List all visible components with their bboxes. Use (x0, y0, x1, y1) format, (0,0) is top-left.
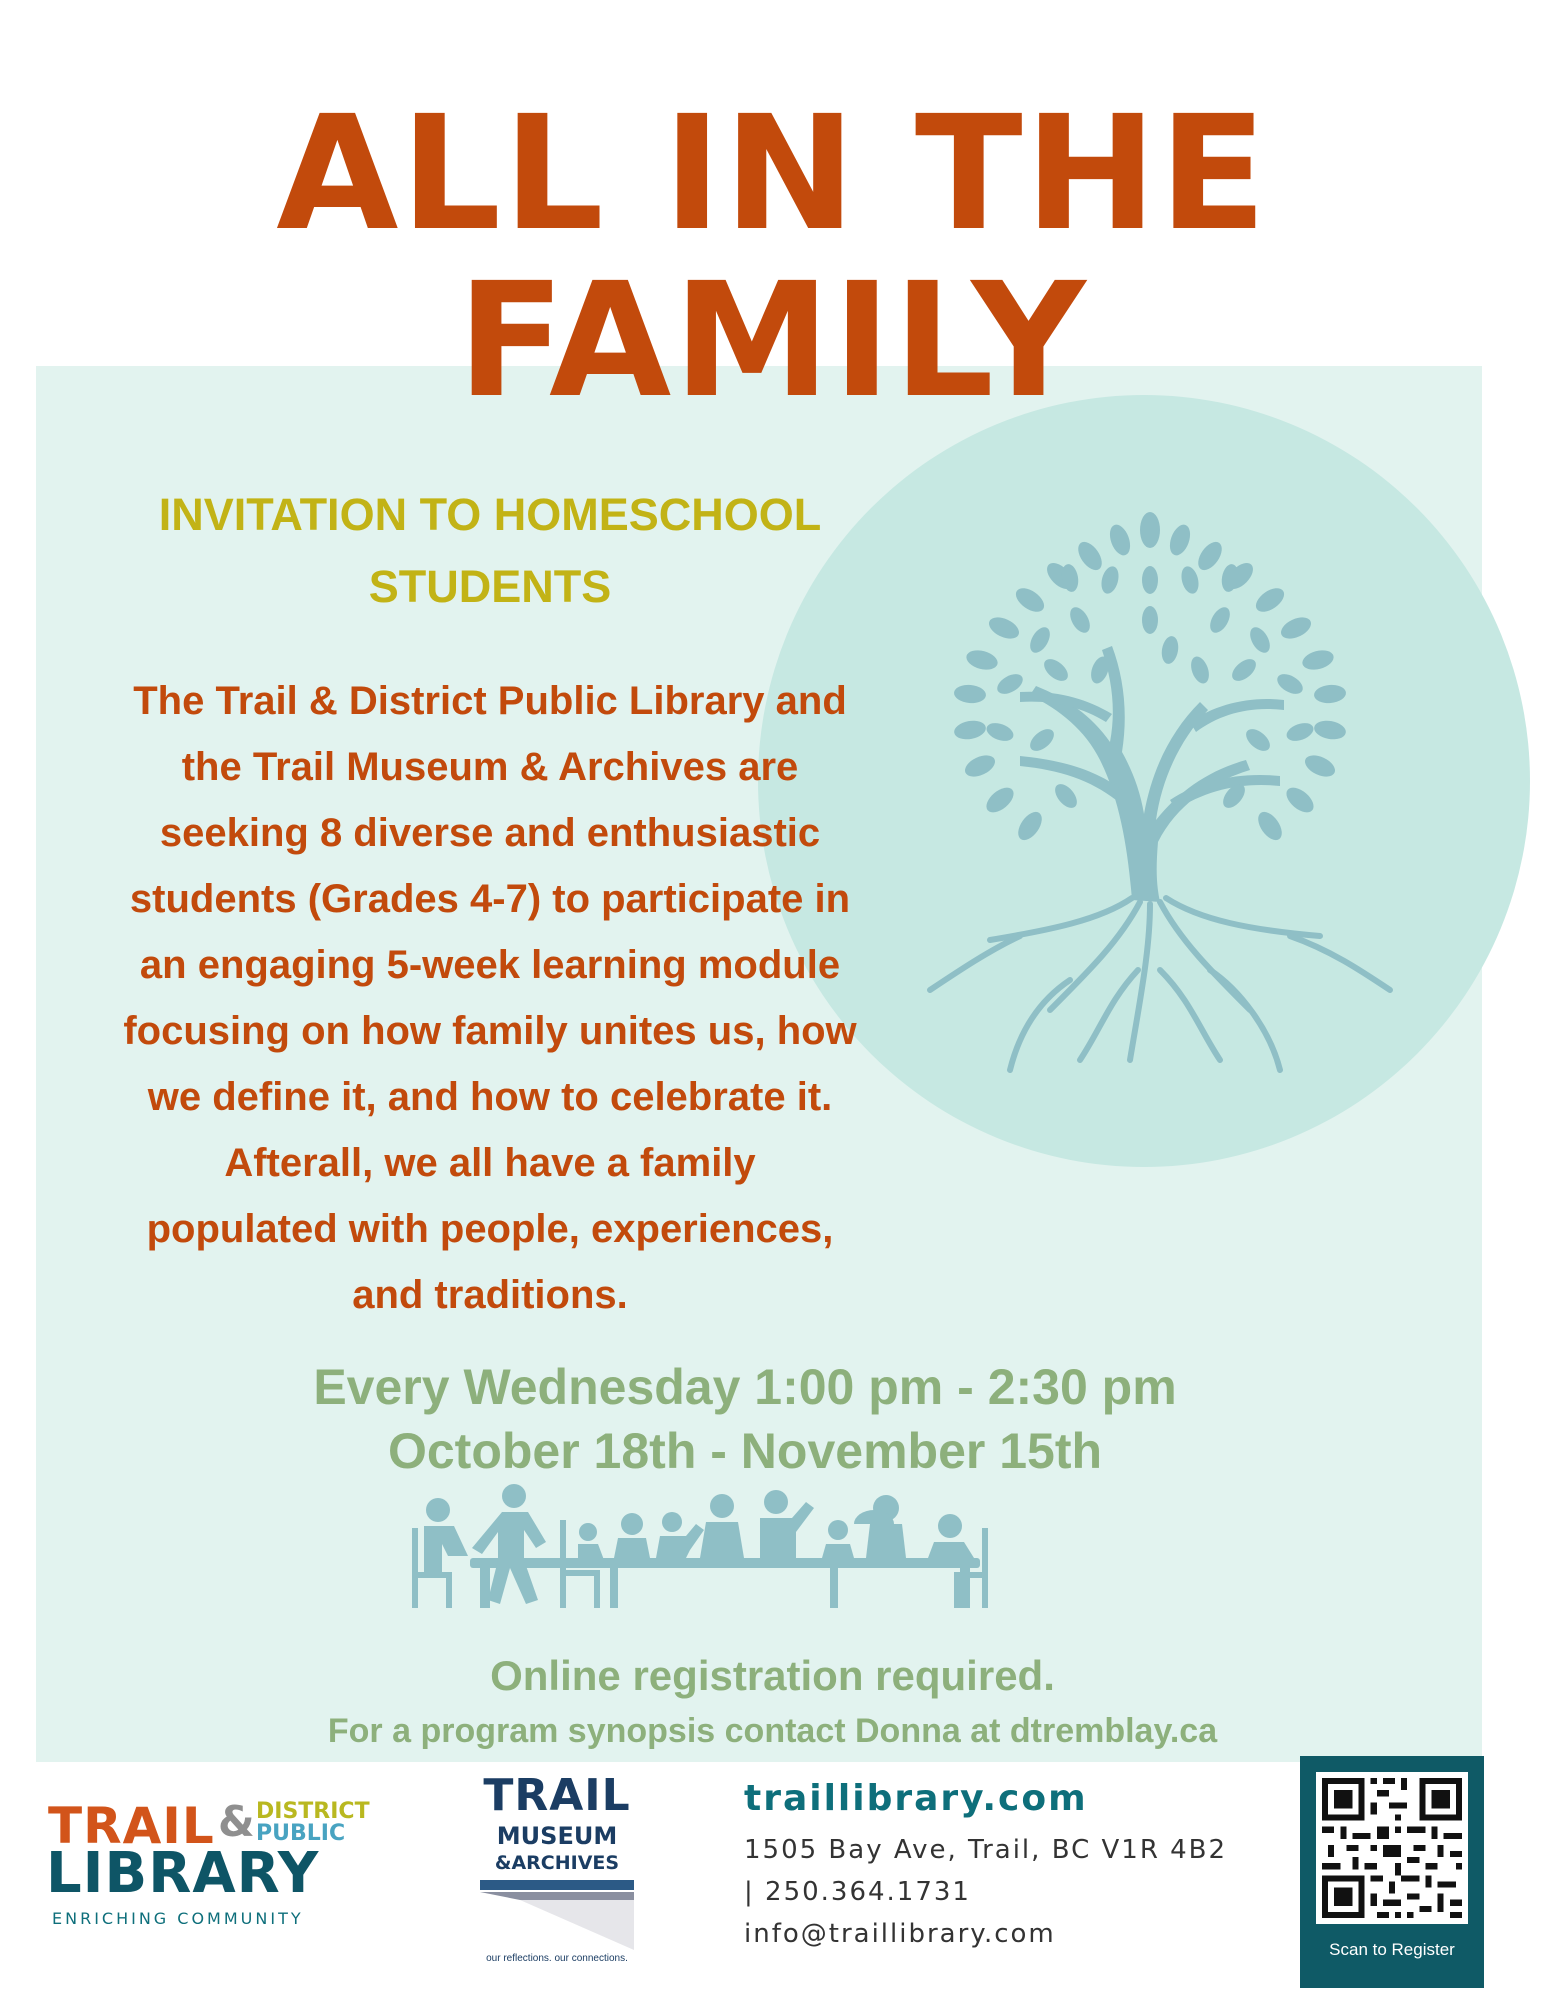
qr-register-box[interactable] (1300, 1756, 1484, 1988)
description-line: populated with people, experiences, (146, 1207, 834, 1251)
qr-code-graphic (1316, 1772, 1468, 1924)
website-link[interactable]: traillibrary.com (744, 1778, 1088, 1819)
library-logo-library: LIBRARY (46, 1841, 320, 1906)
phone: | 250.364.1731 (744, 1877, 971, 1907)
schedule-time: Every Wednesday 1:00 pm - 2:30 pm (313, 1359, 1177, 1415)
title-line-1: ALL IN THE (276, 82, 1269, 266)
description-line: Afterall, we all have a family (224, 1141, 756, 1185)
subtitle-line-2: STUDENTS (368, 561, 612, 612)
address: 1505 Bay Ave, Trail, BC V1R 4B2 (744, 1835, 1228, 1865)
title-line-2: FAMILY (457, 249, 1088, 433)
museum-logo-graphic (480, 1880, 634, 1950)
description-line: students (Grades 4-7) to participate in (129, 877, 851, 921)
description-line: focusing on how family unites us, how (123, 1009, 857, 1053)
contact-block (744, 1778, 1264, 1955)
library-logo-tagline: ENRICHING COMMUNITY (52, 1909, 304, 1928)
description-line: and traditions. (352, 1273, 628, 1317)
tree-with-roots-icon (870, 470, 1430, 1090)
qr-code-icon[interactable] (1316, 1772, 1468, 1924)
description-line: an engaging 5-week learning module (139, 943, 841, 987)
library-logo-district: DISTRICT (256, 1799, 370, 1824)
museum-logo-tagline: our reflections. our connections. (486, 1953, 628, 1964)
description (60, 668, 920, 1328)
email-link[interactable]: info@traillibrary.com (744, 1919, 1056, 1949)
library-logo-amp: & (218, 1797, 255, 1846)
family-dinner-table-icon (410, 1480, 1030, 1610)
library-logo-trail: TRAIL (48, 1797, 215, 1855)
museum-logo-museum: MUSEUM (496, 1822, 618, 1850)
subtitle-line-1: INVITATION TO HOMESCHOOL (158, 489, 822, 540)
qr-label: Scan to Register (1329, 1940, 1455, 1959)
museum-logo-trail: TRAIL (483, 1770, 631, 1821)
description-line: the Trail Museum & Archives are (181, 745, 799, 789)
registration-contact[interactable]: For a program synopsis contact Donna at dtremblay.ca (327, 1712, 1218, 1750)
description-line: seeking 8 diverse and enthusiastic (159, 811, 821, 855)
schedule-dates: October 18th - November 15th (387, 1423, 1103, 1479)
museum-logo-archives: &ARCHIVES (494, 1852, 620, 1874)
description-line: The Trail & District Public Library and (133, 679, 847, 723)
library-logo-public: PUBLIC (256, 1821, 346, 1846)
description-line: we define it, and how to celebrate it. (147, 1075, 833, 1119)
museum-logo (472, 1770, 642, 1970)
library-logo (44, 1797, 384, 1927)
registration-required: Online registration required. (490, 1652, 1055, 1699)
